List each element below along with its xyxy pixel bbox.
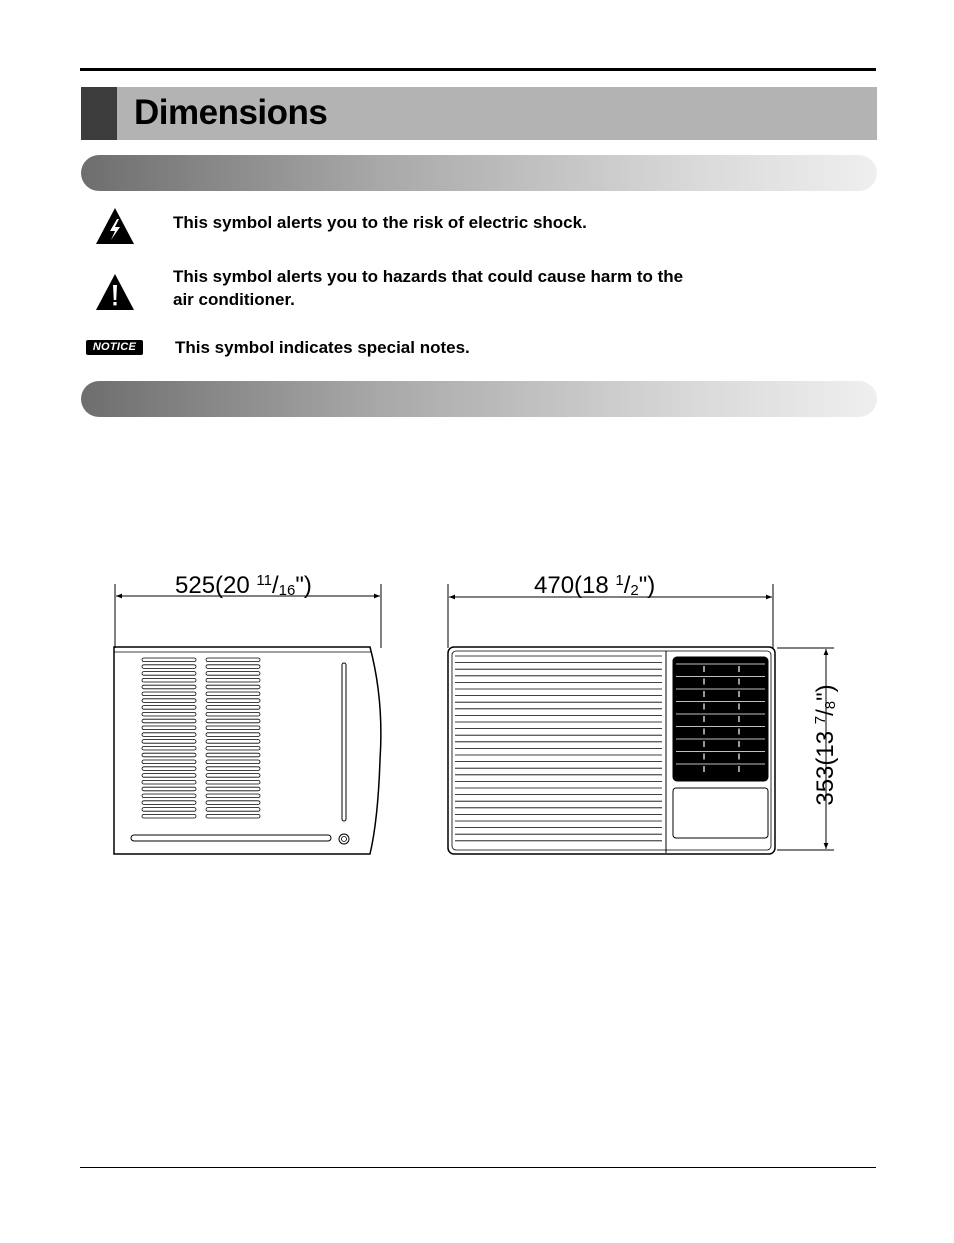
vent-slot — [142, 760, 196, 764]
depth-close: ") — [295, 572, 312, 599]
vent-slot — [142, 794, 196, 798]
vent-slot — [142, 767, 196, 771]
width-slash: / — [623, 572, 631, 599]
width-close: ") — [638, 572, 656, 599]
height-close: ") — [812, 684, 839, 701]
width-dimension-label — [534, 567, 655, 605]
vent-slot — [142, 706, 196, 710]
vent-slot — [142, 699, 196, 703]
vent-slot — [142, 733, 196, 737]
vent-slot — [142, 787, 196, 791]
width-numerator: 1 — [615, 572, 624, 589]
side-vent-slots-left — [142, 658, 196, 818]
vent-slot — [206, 814, 260, 818]
height-denominator: 8 — [822, 700, 839, 710]
notice-badge: NOTICE — [86, 340, 143, 355]
vent-slot — [142, 685, 196, 689]
front-view-unit — [448, 647, 775, 854]
depth-denominator: 16 — [278, 582, 296, 599]
depth-numerator: 11 — [256, 572, 272, 589]
height-main: 353(13 — [812, 724, 839, 806]
symbol-text-hazard-line1: This symbol alerts you to hazards that could cause harm to the — [173, 267, 684, 286]
vent-slot — [142, 719, 196, 723]
control-panel — [673, 657, 768, 781]
vent-slot — [206, 672, 260, 676]
side-vent-slots-right — [206, 658, 260, 818]
vent-slot — [206, 658, 260, 662]
height-slash: / — [812, 709, 839, 716]
vent-slot — [142, 740, 196, 744]
vent-slot — [206, 726, 260, 730]
vent-slot — [142, 665, 196, 669]
vent-slot — [206, 746, 260, 750]
vent-slot — [206, 678, 260, 682]
depth-slash: / — [271, 572, 279, 599]
front-grille-louvers — [455, 656, 662, 841]
height-numerator: 7 — [812, 715, 829, 725]
vent-slot — [142, 808, 196, 812]
vent-slot — [142, 780, 196, 784]
vent-slot — [142, 726, 196, 730]
page-title: Dimensions — [134, 93, 328, 132]
bottom-rule — [80, 1167, 876, 1168]
vent-slot — [142, 712, 196, 716]
side-view-unit — [114, 647, 381, 854]
vent-slot — [206, 740, 260, 744]
vent-slot — [142, 672, 196, 676]
vent-slot — [206, 712, 260, 716]
symbol-text-notice: This symbol indicates special notes. — [175, 338, 470, 357]
height-dimension-label — [807, 684, 845, 805]
vent-slot — [206, 719, 260, 723]
vent-slot — [142, 753, 196, 757]
depth-dimension-label — [175, 567, 312, 605]
width-denominator: 2 — [630, 582, 639, 599]
vent-slot — [142, 774, 196, 778]
vent-slot — [206, 733, 260, 737]
vent-slot — [206, 774, 260, 778]
vent-slot — [206, 699, 260, 703]
vent-slot — [206, 780, 260, 784]
vent-slot — [206, 706, 260, 710]
vent-slot — [206, 767, 260, 771]
vent-slot — [206, 808, 260, 812]
vent-slot — [206, 665, 260, 669]
vent-slot — [206, 760, 260, 764]
vent-slot — [142, 746, 196, 750]
vent-slot — [206, 692, 260, 696]
vent-slot — [206, 794, 260, 798]
vent-slot — [206, 787, 260, 791]
depth-main: 525(20 — [175, 572, 257, 599]
vent-slot — [206, 801, 260, 805]
vent-slot — [142, 801, 196, 805]
symbol-text-electric-shock: This symbol alerts you to the risk of electric shock. — [173, 213, 587, 232]
vent-slot — [206, 685, 260, 689]
vent-slot — [206, 753, 260, 757]
vent-slot — [142, 658, 196, 662]
vent-slot — [142, 814, 196, 818]
filter-cover — [673, 788, 768, 838]
vent-slot — [142, 678, 196, 682]
width-main: 470(18 — [534, 572, 616, 599]
vent-slot — [142, 692, 196, 696]
symbol-text-hazard-line2: air conditioner. — [173, 290, 295, 309]
